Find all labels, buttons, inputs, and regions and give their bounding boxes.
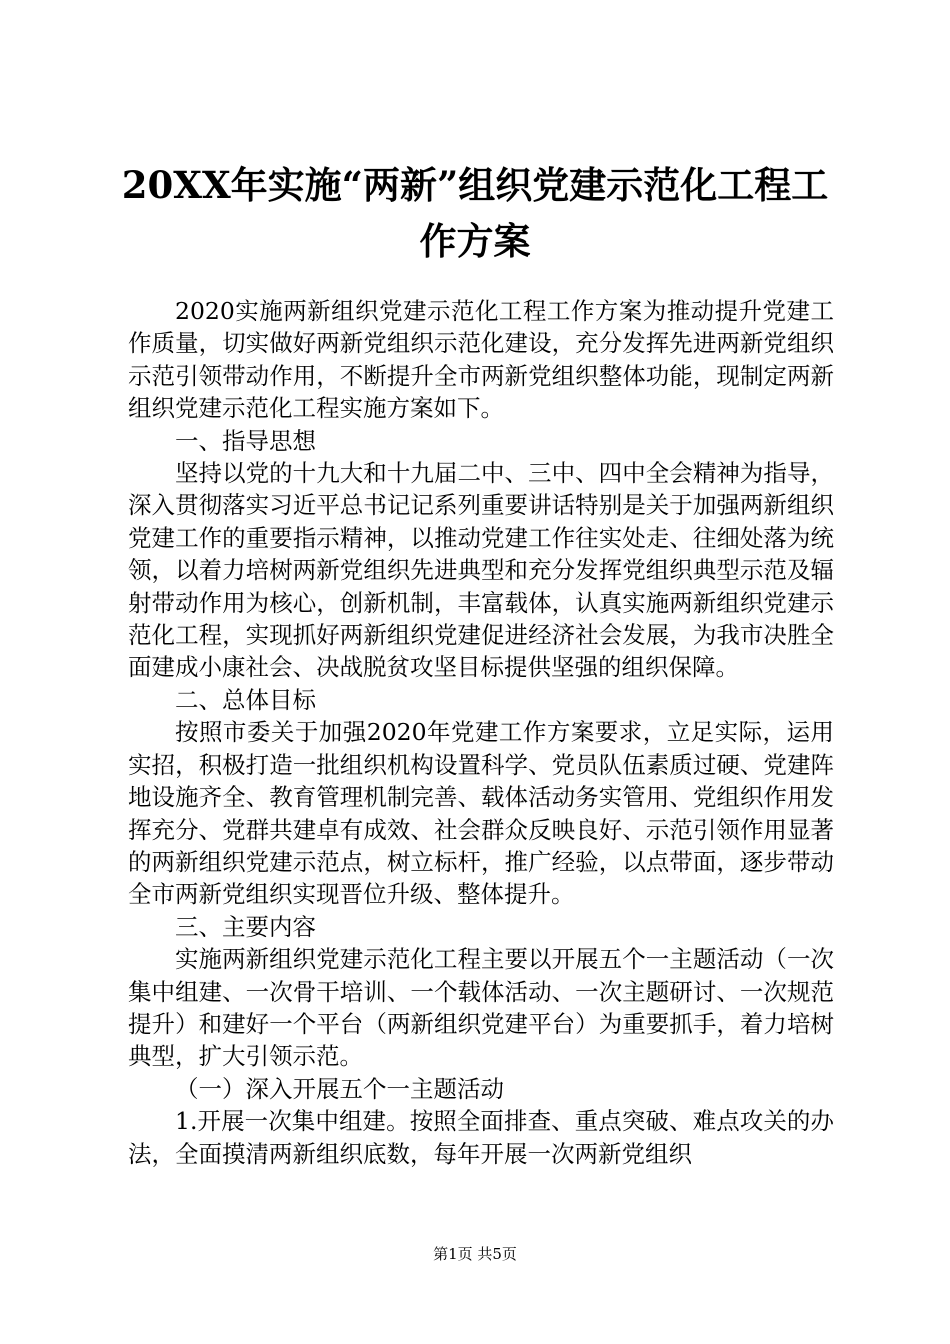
item-one-paragraph: 1.开展一次集中组建。按照全面排查、重点突破、难点攻关的办法，全面摸清两新组织底数，每年开展一次两新党组织 [128,1107,834,1168]
section-heading-main-content: 三、主要内容 [175,912,316,941]
guiding-thought-paragraph: 坚持以党的十九大和十九届二中、三中、四中全会精神为指导，深入贯彻落实习近平总书记记系列重要讲话特别是关于加强两新组织党建工作的重要指示精神，以推动党建工作往实处走、往细处落为统领，以着力培树两新党组织先进典型和充分发挥党组织典型示范及辐射带动作用为核心，创新机制，丰富载体，认真实施两新组织党建示范化工程，实现抓好两新组织党建促进经济社会发展，为我市决胜全面建成小康社会、决战脱贫攻坚目标提供坚强的组织保障。 [128,459,834,682]
subsection-heading-five-one: （一）深入开展五个一主题活动 [175,1074,504,1103]
section-heading-guiding-thought: 一、指导思想 [175,426,316,455]
main-content-paragraph: 实施两新组织党建示范化工程主要以开展五个一主题活动（一次集中组建、一次骨干培训、一个载体活动、一次主题研讨、一次规范提升）和建好一个平台（两新组织党建平台）为重要抓手，着力培树典型，扩大引领示范。 [128,945,834,1071]
document-title-line2: 作方案 [419,219,531,263]
section-heading-overall-goal: 二、总体目标 [175,685,316,714]
document-title-line1: 20XX年实施“两新”组织党建示范化工程工 [121,163,829,207]
overall-goal-paragraph: 按照市委关于加强2020年党建工作方案要求，立足实际，运用实招，积极打造一批组织机构设置科学、党员队伍素质过硬、党建阵地设施齐全、教育管理机制完善、载体活动务实管用、党组织作用发挥充分、党群共建卓有成效、社会群众反映良好、示范引领作用显著的两新组织党建示范点，树立标杆，推广经验，以点带面，逐步带动全市两新党组织实现晋位升级、整体提升。 [128,718,834,909]
intro-paragraph: 2020实施两新组织党建示范化工程工作方案为推动提升党建工作质量，切实做好两新党组织示范化建设，充分发挥先进两新党组织示范引领带动作用，不断提升全市两新党组织整体功能，现制定两新组织党建示范化工程实施方案如下。 [128,297,834,423]
document-body [128,295,834,1170]
page-footer: 第1页 共5页 [433,1245,517,1263]
